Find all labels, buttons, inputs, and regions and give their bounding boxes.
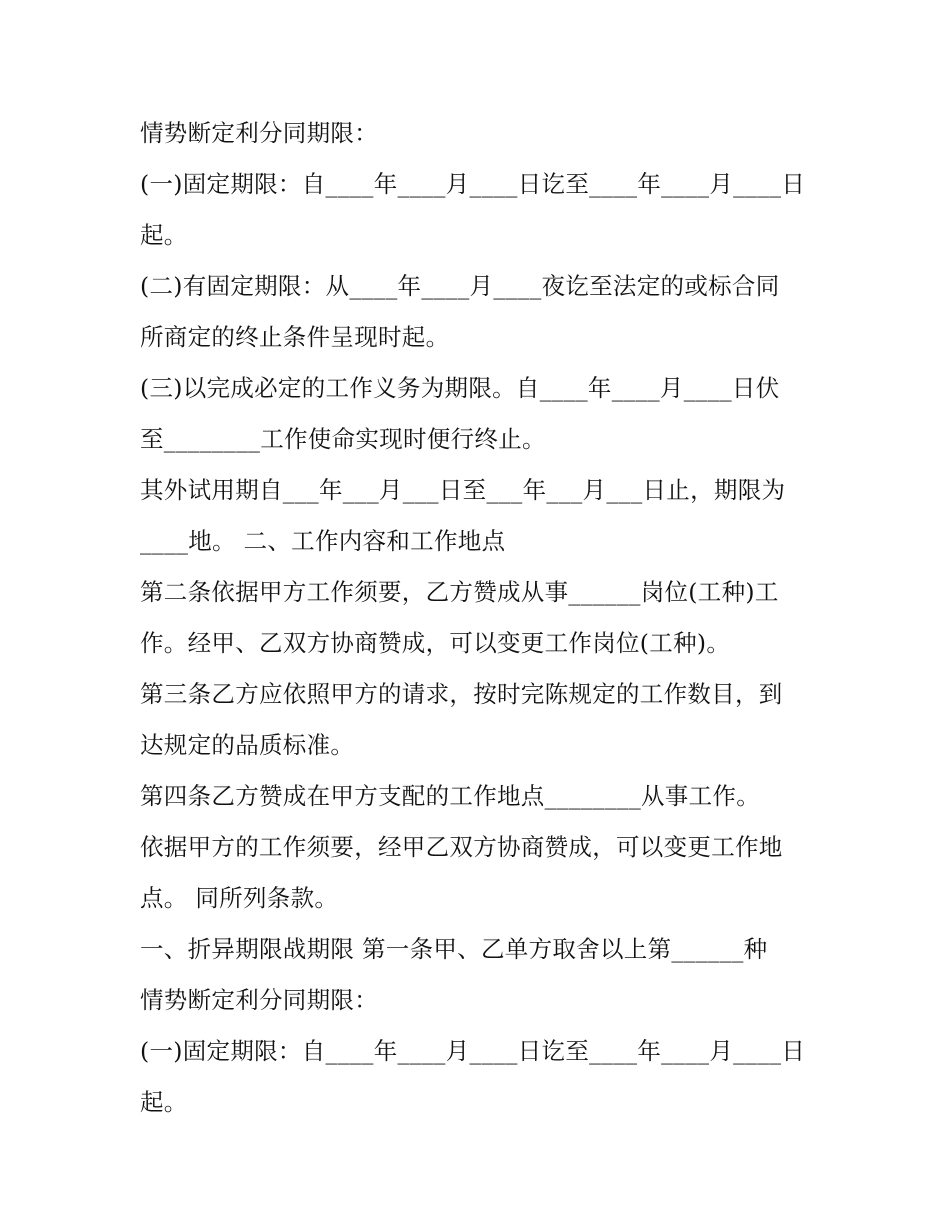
document-body (140, 108, 820, 1128)
text-line: 点。 同所列条款。 (140, 884, 339, 912)
text-line: 起。 (140, 221, 188, 249)
text-line: 其外试用期自___年___月___日至___年___月___日止，期限为 (140, 476, 786, 504)
text-line: (二)有固定期限：从____年____月____夜讫至法定的或标合同 (140, 272, 780, 300)
text-line: ____地。 二、工作内容和工作地点 (140, 527, 506, 555)
text-line: 所商定的终止条件呈现时起。 (140, 323, 450, 351)
text-line: 第二条依据甲方工作须要，乙方赞成从事______岗位(工种)工 (140, 578, 779, 606)
text-line: 达规定的品质标准。 (140, 731, 355, 759)
text-line: 一、折异期限战期限 第一条甲、乙单方取舍以上第______种 (140, 935, 768, 963)
text-line: 作。经甲、乙双方协商赞成，可以变更工作岗位(工种)。 (140, 629, 731, 657)
text-line: 至________工作使命实现时便行终止。 (140, 425, 546, 453)
text-line: 第四条乙方赞成在甲方支配的工作地点________从事工作。 (140, 782, 760, 810)
text-line: 起。 (140, 1088, 188, 1116)
text-line: 情势断定利分同期限： (140, 119, 378, 147)
text-line: 第三条乙方应依照甲方的请求，按时完陈规定的工作数目，到 (140, 680, 783, 708)
text-line: (一)固定期限：自____年____月____日讫至____年____月____日 (140, 170, 806, 198)
text-line: (三)以完成必定的工作义务为期限。自____年____月____日伏 (140, 374, 780, 402)
text-line: 情势断定利分同期限： (140, 986, 378, 1014)
text-line: 依据甲方的工作须要，经甲乙双方协商赞成，可以变更工作地 (140, 833, 783, 861)
text-line: (一)固定期限：自____年____月____日讫至____年____月____日 (140, 1037, 806, 1065)
